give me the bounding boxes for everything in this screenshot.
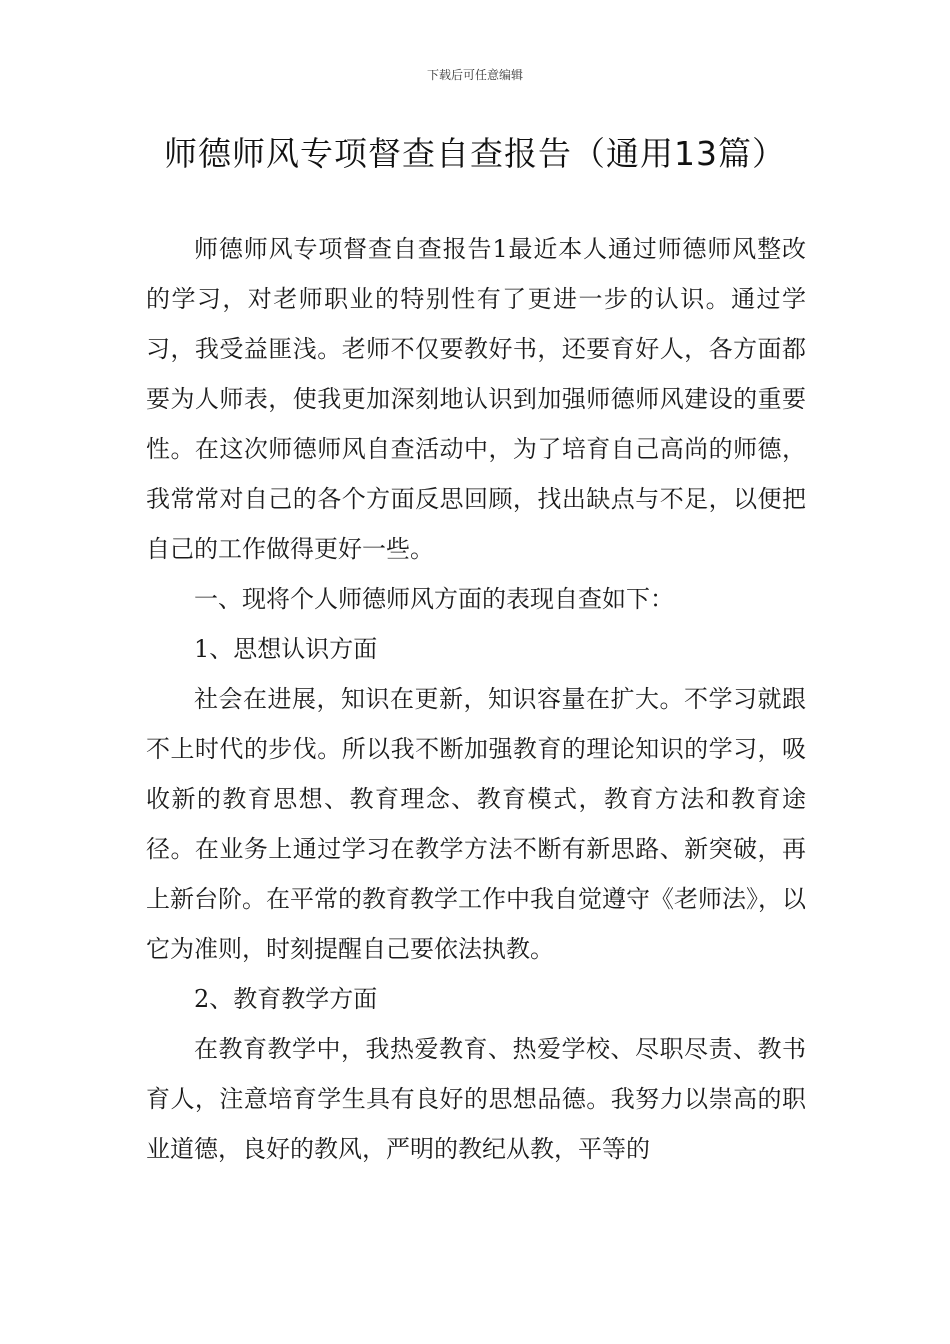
- paragraph-subheading-2: 2、教育教学方面: [194, 985, 378, 1013]
- paragraph-subheading-1: 1、思想认识方面: [194, 635, 378, 663]
- document-title: 师德师风专项督查自查报告（通用13篇）: [164, 134, 786, 173]
- paragraph-thought: 社会在进展，知识在更新，知识容量在扩大。不学习就跟不上时代的步伐。所以我不断加强教育的理论知识的学习，吸收新的教育思想、教育理念、教育模式，教育方法和教育途径。在业务上通过学习在教学方法不断有新思路、新突破，再上新台阶。在平常的教育教学工作中我自觉遵守《老师法》，以它为准则，时刻提醒自己要依法执教。: [146, 685, 806, 963]
- paragraph-intro: 师德师风专项督查自查报告1最近本人通过师德师风整改的学习，对老师职业的特别性有了更进一步的认识。通过学习，我受益匪浅。老师不仅要教好书，还要育好人，各方面都要为人师表，使我更加深刻地认识到加强师德师风建设的重要性。在这次师德师风自查活动中，为了培育自己高尚的师德，我常常对自己的各个方面反思回顾，找出缺点与不足，以便把自己的工作做得更好一些。: [146, 235, 806, 563]
- document-body: [146, 224, 806, 1174]
- paragraph-teaching: 在教育教学中，我热爱教育、热爱学校、尽职尽责、教书育人，注意培育学生具有良好的思想品德。我努力以崇高的职业道德，良好的教风，严明的教纪从教，平等的: [146, 1035, 806, 1163]
- header-note: 下载后可任意编辑: [426, 68, 523, 82]
- paragraph-section-heading: 一、现将个人师德师风方面的表现自查如下：: [194, 585, 674, 613]
